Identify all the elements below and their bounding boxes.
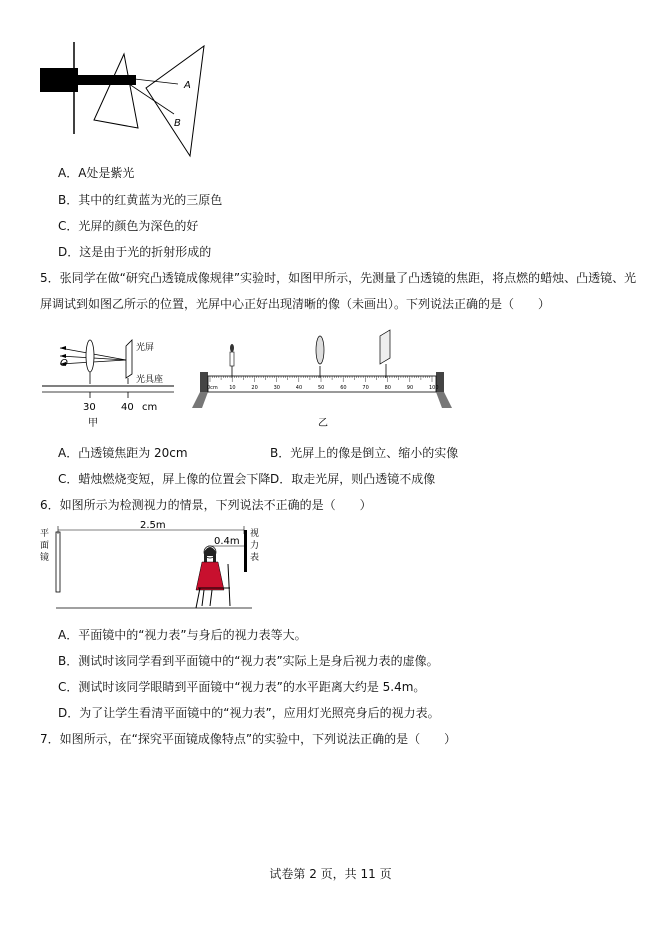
ruler-label: 50 <box>318 385 325 391</box>
tick40-label: 40 <box>121 402 134 413</box>
q6-option-c: C．测试时该同学眼睛到平面镜中“视力表”的水平距离大约是 5.4m。 <box>58 680 426 694</box>
ruler-label: 90 <box>406 385 414 391</box>
convex-lens <box>86 340 94 372</box>
q5-option-b: B．光屏上的像是倒立、缩小的实像 <box>270 446 459 460</box>
caption-yi: 乙 <box>318 418 328 429</box>
girl-dress <box>196 562 224 590</box>
prism-dispersion-figure <box>38 40 238 160</box>
light-screen <box>146 46 204 156</box>
ray-b <box>126 82 174 114</box>
base-label: 光具座 <box>136 375 164 385</box>
candle <box>230 352 234 366</box>
screen-yi <box>380 330 390 364</box>
eye-chart-board <box>244 530 247 572</box>
ruler-label: 30 <box>273 385 280 391</box>
ruler-label: 0cm <box>207 385 218 391</box>
dist-2-5m: 2.5m <box>140 520 166 531</box>
plane-mirror <box>56 532 60 592</box>
ruler-label: 80 <box>384 385 391 391</box>
q6-option-a: A．平面镜中的“视力表”与身后的视力表等大。 <box>58 628 307 642</box>
optical-bench-figure <box>188 328 458 432</box>
q5-option-d: D．取走光屏，则凸透镜不成像 <box>270 472 436 486</box>
chart-label-1: 视 <box>250 529 260 539</box>
q6-option-b: B．测试时该同学看到平面镜中的“视力表”实际上是身后视力表的虚像。 <box>58 654 439 668</box>
label-a: A <box>184 80 191 91</box>
ruler-label: 60 <box>340 385 347 391</box>
focus-label: O <box>60 358 68 369</box>
mirror-label-2: 面 <box>40 541 50 551</box>
girl-leg <box>202 590 204 606</box>
q6-stem: 6．如图所示为检测视力的情景，下列说法不正确的是（ ） <box>40 498 372 512</box>
tick30-label: 30 <box>83 402 96 413</box>
q5-option-c: C．蜡烛燃烧变短，屏上像的位置会下降 <box>58 472 271 486</box>
ruler-label: 40 <box>295 385 303 391</box>
mirror-label-3: 镜 <box>40 553 50 563</box>
q4-option-d: D．这是由于光的折射形成的 <box>58 245 212 259</box>
chair-back <box>228 564 230 606</box>
ruler-label: 20 <box>251 385 258 391</box>
right-foot <box>436 392 452 408</box>
dist-0-4m: 0.4m <box>214 536 240 547</box>
q5-stem-line2: 屏调试到如图乙所示的位置，光屏中心正好出现清晰的像（未画出）。下列说法正确的是（ ） <box>40 297 551 311</box>
ruler-label: 100 <box>429 385 439 391</box>
q5-option-a: A．凸透镜焦距为 20cm <box>58 446 188 460</box>
mirror-label-1: 平 <box>40 529 50 539</box>
screen-label: 光屏 <box>136 343 155 353</box>
girl-leg <box>210 590 212 606</box>
q5-stem-line1: 5．张同学在做“研究凸透镜成像规律”实验时，如图甲所示，先测量了凸透镜的焦距，将点燃的蜡烛、凸透镜、光 <box>40 271 637 285</box>
convex-lens-yi <box>316 336 324 364</box>
focal-length-figure <box>40 336 180 436</box>
left-foot <box>192 392 208 408</box>
page-footer: 试卷第 2 页，共 11 页 <box>269 867 392 881</box>
chair-leg <box>196 588 200 608</box>
chart-label-2: 力 <box>250 541 260 551</box>
unit-label: cm <box>142 402 158 413</box>
q4-option-b: B．其中的红黄蓝为光的三原色 <box>58 193 223 207</box>
label-b: B <box>174 118 181 129</box>
prism <box>94 54 138 128</box>
ruler-label: 70 <box>362 385 369 391</box>
q6-option-d: D．为了让学生看清平面镜中的“视力表”，应用灯光照亮身后的视力表。 <box>58 706 440 720</box>
candle-flame <box>230 344 234 352</box>
caption-jia: 甲 <box>88 418 98 429</box>
q4-option-c: C．光屏的颜色为深色的好 <box>58 219 199 233</box>
q7-stem: 7．如图所示，在“探究平面镜成像特点”的实验中，下列说法正确的是（ ） <box>40 732 457 746</box>
ruler-label: 10 <box>229 385 236 391</box>
screen-jia <box>126 340 132 378</box>
q4-option-a: A．A处是紫光 <box>58 166 135 180</box>
light-beam <box>76 75 136 85</box>
chart-label-3: 表 <box>250 553 260 563</box>
arrow-head <box>60 346 66 350</box>
light-source-block <box>40 68 78 92</box>
eye-test-figure <box>38 518 274 618</box>
